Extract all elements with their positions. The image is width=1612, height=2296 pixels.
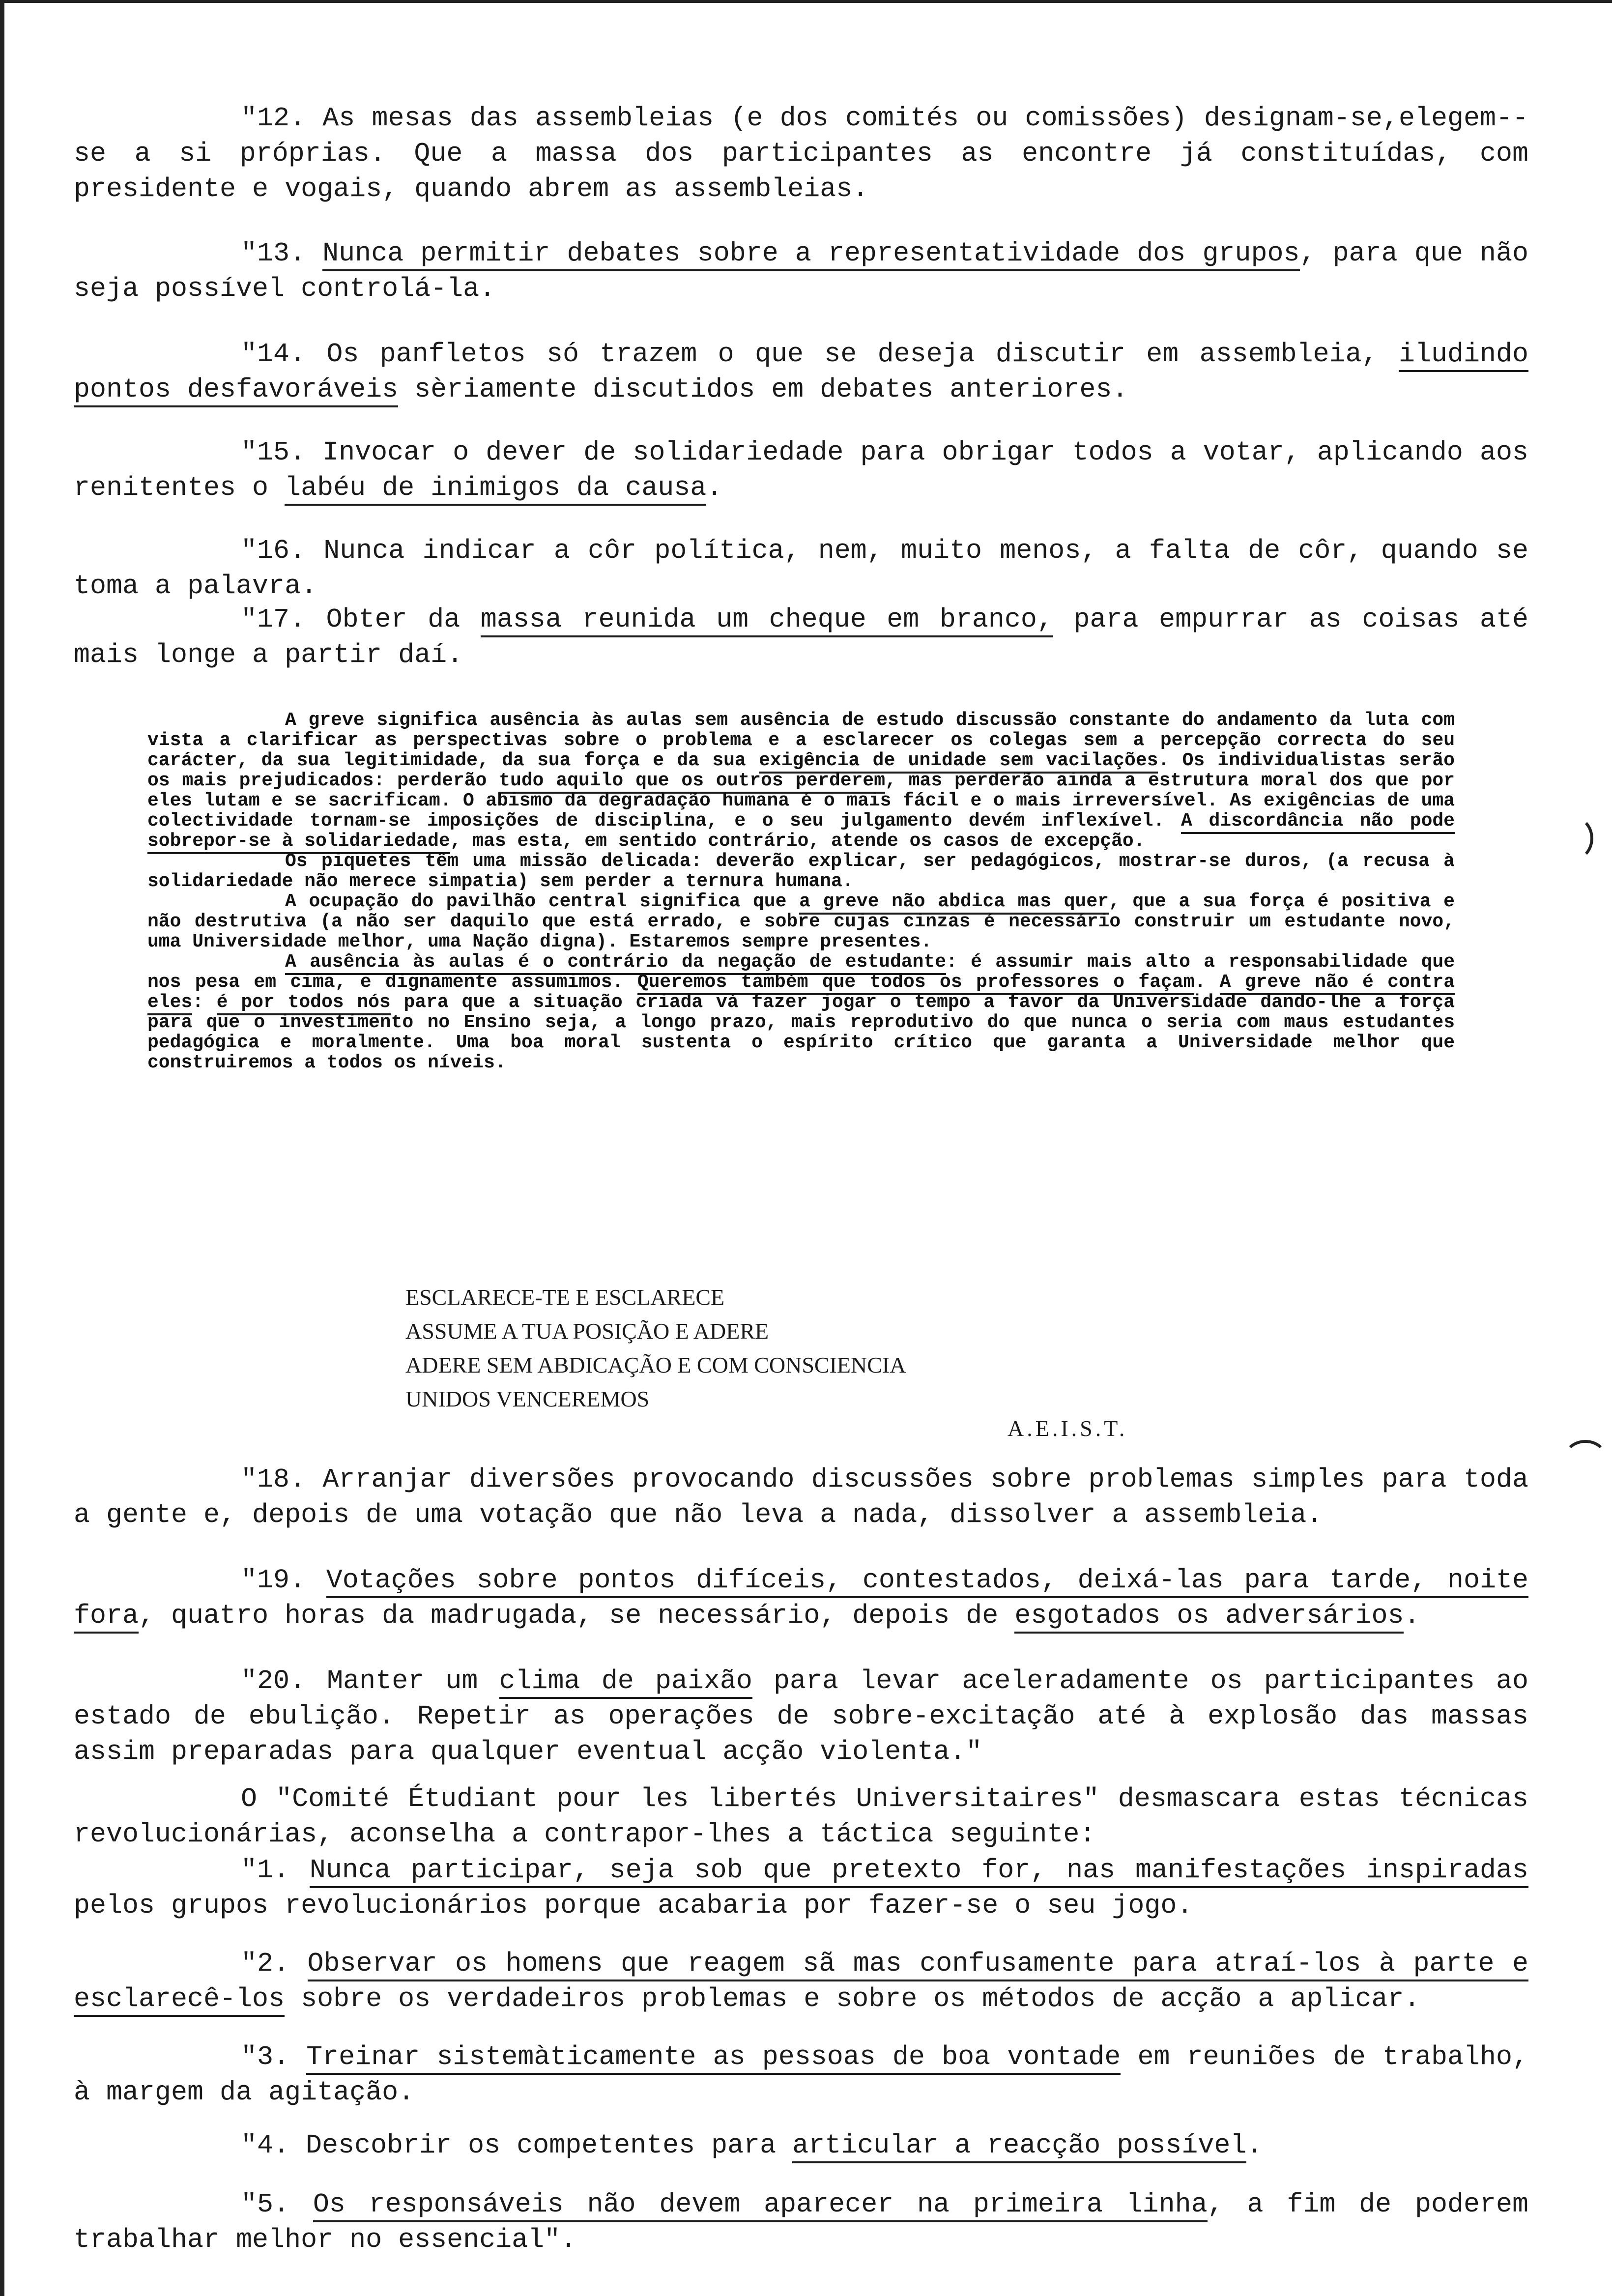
point-19-b: , quatro horas da madrugada, se necessário, depois de (139, 1600, 1015, 1631)
point-13-underline: Nunca permitir debates sobre a representatividade dos grupos (322, 238, 1299, 271)
manifesto-underline: a greve não abdica mas quer (799, 891, 1109, 915)
manifesto-text: , mas esta, em sentido contrário, atende os casos de excepção. (450, 831, 1145, 852)
manifesto-text: Os piquetes têm uma missão delicada: deverão explicar, ser pedagógicos, mostrar-se duros, (a recusa à solidariedade não merece simpatia) sem perder a ternura humana. (147, 851, 1455, 892)
point-15-b: . (706, 472, 723, 503)
manifesto-text: , mas perderão ainda a estrutura moral dos que por eles lutam e se sacrificam. O abismo da degradação humana é o mais fácil e o mais irreversível. As exigências de uma colectividade tornam-se imposições de disciplina, e o seu julgamento devém inflexível. (147, 770, 1455, 832)
comite-intro (74, 1781, 1528, 1852)
point-19-underline: esgotados os adversários (1014, 1600, 1404, 1634)
tactic-2-underline: Observar os homens que reagem sã mas confusamente para atraí-los à parte e esclarecê-los (74, 1948, 1528, 2017)
manifesto-text: A greve significa ausência às aulas sem ausência de estudo discussão constante do andamento da luta com vista a clarificar as perspectivas sobre o problema e a esclarecer os colegas sem a percepção correcta do seu carácter, da sua legitimidade, da sua força e da sua (147, 710, 1455, 771)
manifesto-underline: Queremos também que todos os professores o façam (637, 972, 1195, 995)
manifesto-underline: tudo aquilo que os outros perderem (499, 770, 885, 794)
point-15-underline: labéu de inimigos da causa (285, 472, 706, 506)
manifesto-underline: A greve não é contra eles (147, 972, 1455, 1015)
point-20-a: "20. Manter um (241, 1665, 499, 1696)
slogan-line: ESCLARECE-TE E ESCLARECE (405, 1285, 725, 1310)
point-13-b: , para que não seja possível controlá-la. (74, 238, 1529, 304)
manifesto-text: : é assumir mais alto a responsabilidade que nos pesa em cima, e dignamente assumimos. (147, 951, 1455, 993)
tactic-4 (74, 2128, 1528, 2163)
tactic-5-a: "5. (241, 2189, 313, 2220)
slogan-line: ADERE SEM ABDICAÇÃO E COM CONSCIENCIA (405, 1352, 906, 1378)
point-14-a: "14. Os panfletos só trazem o que se deseja discutir em assembleia, (241, 339, 1399, 370)
page-left-edge (0, 0, 4, 2296)
signature: A.E.I.S.T. (1008, 1416, 1128, 1441)
manifesto-text: , que a sua força é positiva e não destrutiva (a não ser daquilo que está errado, e sobre cujas cinzas é necessário construir um estudante novo, uma Universidade melhor, uma Nação digna). Estaremos sempre presentes. (147, 891, 1455, 952)
tactic-4-b: . (1246, 2130, 1263, 2161)
point-17-b: para empurrar as coisas até mais longe a partir daí. (74, 604, 1529, 670)
manifesto-para-4 (147, 952, 1455, 1073)
manifesto-text: : (192, 992, 217, 1013)
point-12 (74, 101, 1528, 207)
manifesto-underline: A discordância não pode sobrepor-se à solidariedade (147, 810, 1455, 854)
point-19-c: . (1404, 1600, 1420, 1631)
manifesto-underline: é por todos nós (217, 992, 391, 1015)
strike-manifesto (147, 710, 1455, 1073)
point-19 (74, 1563, 1528, 1634)
point-18 (74, 1462, 1528, 1533)
point-19-a: "19. (241, 1565, 326, 1596)
point-17 (74, 602, 1528, 673)
margin-mark (1563, 1440, 1608, 1480)
tactic-5-underline: Os responsáveis não devem aparecer na primeira linha (313, 2189, 1208, 2222)
tactic-2 (74, 1946, 1528, 2017)
manifesto-text: . (1194, 972, 1220, 993)
point-15 (74, 435, 1528, 506)
tactic-1-a: "1. (241, 1855, 310, 1886)
tactic-1 (74, 1853, 1528, 1923)
manifesto-text: . Os individualistas serão os mais prejudicados: perderão (147, 750, 1455, 791)
tactic-3-a: "3. (241, 2041, 307, 2072)
comite-intro-text: O "Comité Étudiant pour les libertés Universitaires" desmascara estas técnicas revolucionárias, aconselha a contrapor-lhes a táctica seguinte: (74, 1783, 1528, 1850)
tactic-2-a: "2. (241, 1948, 308, 1979)
point-15-a: "15. Invocar o dever de solidariedade para obrigar todos a votar, aplicando aos renitentes o (74, 437, 1528, 503)
margin-mark (1553, 816, 1593, 861)
slogan-line: ASSUME A TUA POSIÇÃO E ADERE (405, 1319, 769, 1344)
point-17-underline: massa reunida um cheque em branco, (481, 604, 1053, 637)
point-13 (74, 236, 1528, 307)
tactic-4-a: "4. Descobrir os competentes para (241, 2130, 793, 2161)
tactic-2-b: sobre os verdadeiros problemas e sobre os métodos de acção a aplicar. (285, 1983, 1420, 2014)
point-20 (74, 1664, 1528, 1770)
point-16 (74, 533, 1528, 604)
point-13-a: "13. (241, 238, 323, 269)
tactic-3-b: em reuniões de trabalho, à margem da agitação. (74, 2041, 1528, 2108)
point-16-text: "16. Nunca indicar a côr política, nem, muito menos, a falta de côr, quando se toma a palavra. (74, 535, 1528, 602)
tactic-1-b: pelos grupos revolucionários porque acabaria por fazer-se o seu jogo. (74, 1890, 1193, 1921)
manifesto-underline: A ausência às aulas é o contrário da negação de estudante (285, 951, 946, 975)
point-12-text: "12. As mesas das assembleias (e dos comités ou comissões) designam-se,elegem--se a si próprias. Que a massa dos participantes as encontre já constituídas, com presidente e vogais, quando abrem as assembleias. (74, 103, 1528, 204)
point-20-b: para levar aceleradamente os participantes ao estado de ebulição. Repetir as operações de sobre-excitação até à explosão das massas assim preparadas para qualquer eventual acção violenta." (74, 1665, 1528, 1767)
manifesto-text: A ocupação do pavilhão central significa que (285, 891, 800, 912)
tactic-3 (74, 2039, 1528, 2110)
point-19-underline: Votações sobre pontos difíceis, contestados, deixá-las para tarde, noite fora (74, 1565, 1528, 1634)
manifesto-text: para que a situação criada vá fazer jogar o tempo a favor da Universidade dando-lhe a força para que o investimento no Ensino seja, a longo prazo, mais reprodutivo do que nunca o seria com maus estudantes pedagógica e moralmente. Uma boa moral sustenta o espírito crítico que garanta a Universidade melhor que construiremos a todos os níveis. (147, 992, 1455, 1073)
slogan-block (405, 1280, 1290, 1416)
point-17-a: "17. Obter da (241, 604, 481, 635)
manifesto-underline: exigência de unidade sem vacilações (759, 750, 1158, 774)
tactic-5 (74, 2187, 1528, 2258)
slogan-line: UNIDOS VENCEREMOS (405, 1386, 650, 1411)
manifesto-para-1 (147, 710, 1455, 851)
point-18-text: "18. Arranjar diversões provocando discussões sobre problemas simples para toda a gente e, depois de uma votação que não leva a nada, dissolver a assembleia. (74, 1464, 1528, 1530)
tactic-5-b: , a fim de poderem trabalhar melhor no essencial". (74, 2189, 1528, 2255)
tactic-1-underline: Nunca participar, seja sob que pretexto for, nas manifestações inspiradas (310, 1855, 1528, 1888)
manifesto-para-3 (147, 891, 1455, 952)
point-14 (74, 337, 1528, 407)
tactic-4-underline: articular a reacção possível (792, 2130, 1246, 2163)
point-14-b: sèriamente discutidos em debates anteriores. (398, 374, 1128, 405)
point-14-underline: iludindo pontos desfavoráveis (74, 339, 1528, 407)
tactic-3-underline: Treinar sistemàticamente as pessoas de boa vontade (306, 2041, 1121, 2075)
page-top-edge (0, 0, 1612, 3)
point-20-underline: clima de paixão (499, 1665, 752, 1699)
manifesto-para-2 (147, 851, 1455, 891)
